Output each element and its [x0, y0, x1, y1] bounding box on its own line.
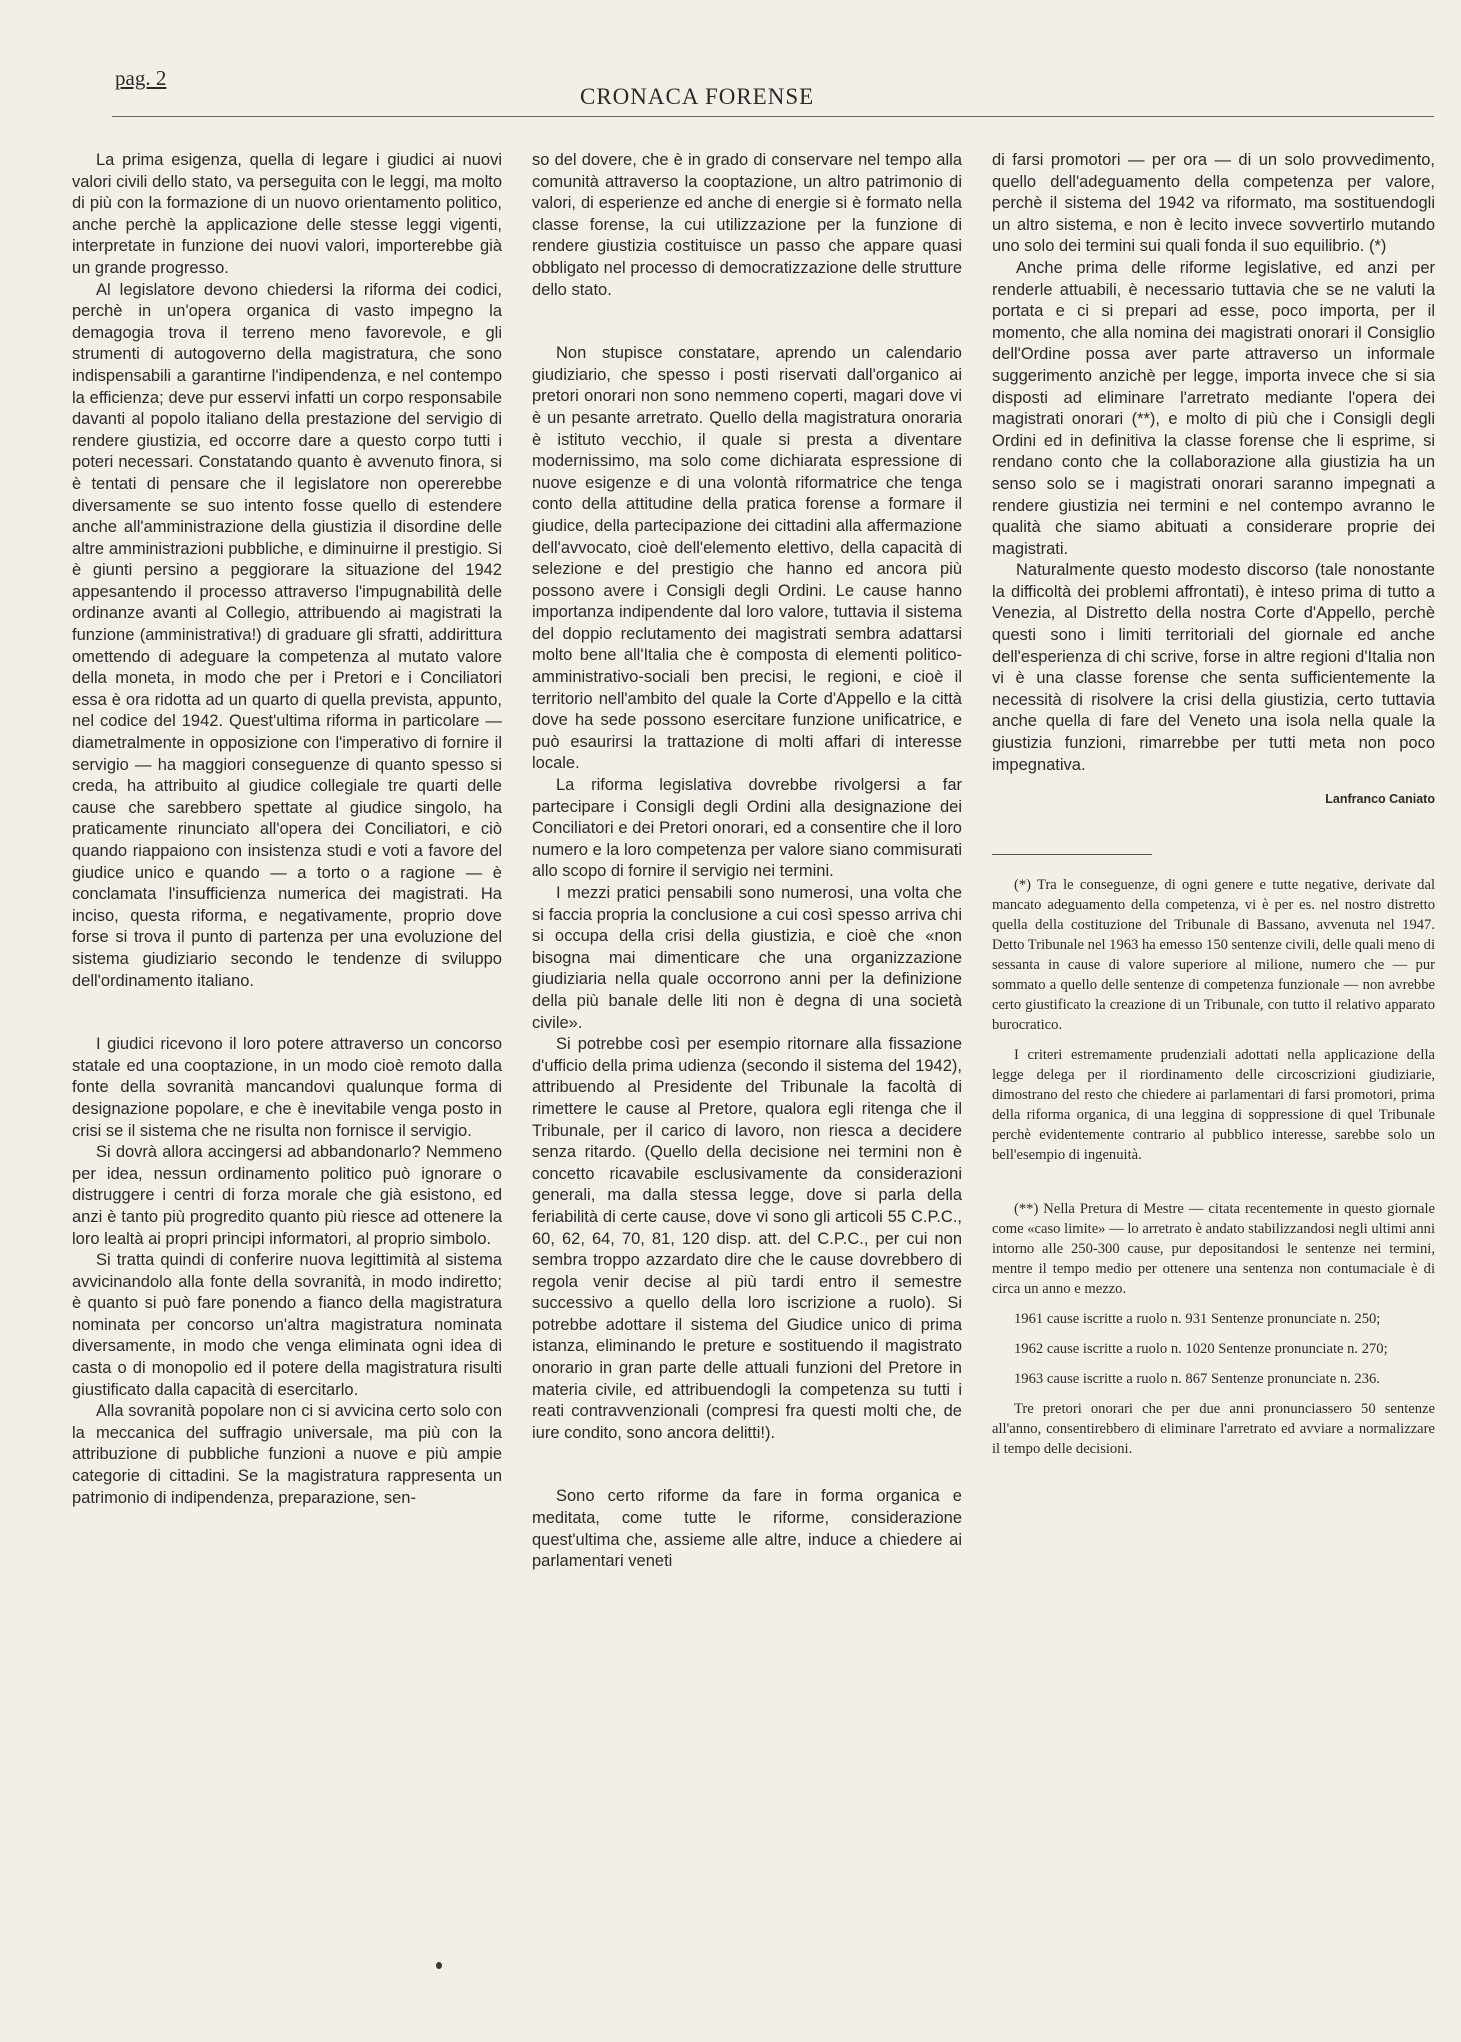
footnote-stat: 1961 cause iscritte a ruolo n. 931 Sentenze pronunciate n. 250;	[1014, 1311, 1381, 1328]
paragraph: Al legislatore devono chiedersi la riforma dei codici, perchè in un'opera organica di vasto impegno la demagogia trova il terreno meno favorevole, e gli strumenti di autogoverno della magistratura, che sono indispensabili a garantirne l'indipendenza, e nel contempo la efficienza; deve pur esservi infatti un corpo responsabile davanti al popolo italiano della prestazione del servigio di rendere giustizia, ed occorre dare a questo corpo tutti i poteri necessari. Constatando quanto è avvenuto finora, si è tentati di pensare che il legislatore non opererebbe diversamente se suo intento fosse quello di estendere anche all'amministrazione della giustizia il disordine delle altre amministrazioni pubbliche, e diminuirne il prestigio. Si è giunti persino a peggiorare la situazione del 1942 appesantendo il processo attraverso l'impugnabilità delle ordinanze avanti al Collegio, attribuendo ai magistrati la funzione (amministrativa!) di graduare gli sfratti, addirittura omettendo di adeguare la competenza al mutato valore della moneta, in modo che per i Pretori e i Conciliatori essa è ora ridotta ad un quarto di quella prevista, appunto, nel codice del 1942. Quest'ultima riforma in particolare — diametralmente in opposizione con l'imperativo di fornire il servigio — ha maggiori conseguenze di quanto spesso si creda, ha attribuito al giudice collegiale tre quarti delle cause che sarebbero spettate al giudice singolo, ha praticamente rinunciato all'opera dei Conciliatori, e ciò quando riappaiono con insistenza studi e voti a favore del giudice unico e quando — a torto o a ragione — è conclamata l'insufficienza numerica dei magistrati. Ha inciso, questa riforma, e negativamente, proprio dove forse si trova il punto di partenza per una evoluzione del sistema giudiziario secondo le tendenze di sviluppo dell'ordinamento italiano.	[72, 280, 502, 990]
footnote-rule	[992, 854, 1152, 855]
page-number: pag. 2	[115, 66, 167, 90]
publication-title: CRONACA FORENSE	[580, 84, 815, 109]
column-3	[992, 150, 1435, 1469]
header-rule	[112, 116, 1434, 117]
paragraph: Si dovrà allora accingersi ad abbandonarlo? Nemmeno per idea, nessun ordinamento politico può ignorare o distruggere i centri di forza morale che già esistono, ed anzi è tanto più progredito quanto più riesce ad ottenere la loro lealtà ai propri principi informatori, al proprio simbolo.	[72, 1143, 502, 1248]
paragraph: Naturalmente questo modesto discorso (tale nonostante la difficoltà dei problemi affrontati), è inteso prima di tutto a Venezia, al Distretto della nostra Corte d'Appello, perchè questi sono i limiti territoriali del giornale ed anche dell'esperienza di chi scrive, forse in altre regioni d'Italia non vi è una classe forense che senta sufficientemente la necessità di risolvere la crisi della giustizia, certo tuttavia anche quella di fare del Veneto una isola nella quale la giustizia funzioni, rimarrebbe per tutti meta non poco impegnativa.	[992, 561, 1435, 774]
paragraph: La riforma legislativa dovrebbe rivolgersi a far partecipare i Consigli degli Ordini alla designazione dei Conciliatori e dei Pretori onorari, ed a consentire che il loro numero e la loro competenza per valore siano commisurati allo scopo di fornire il servigio nei termini.	[532, 776, 962, 881]
footnote: (**) Nella Pretura di Mestre — citata recentemente in questo giornale come «caso limite» — lo arretrato è andato stabilizzandosi negli ultimi anni intorno alle 250-300 cause, pur depositandosi le sentenze nei termini, mentre il tempo medio per ottenere una sentenza non contumaciale è di circa un anno e mezzo.	[992, 1201, 1435, 1298]
footnotes	[992, 875, 1435, 1459]
footnote: Tre pretori onorari che per due anni pronunciassero 50 sentenze all'anno, consentirebbero di eliminare l'arretrato ed avviare a normalizzare il tempo delle decisioni.	[992, 1401, 1435, 1458]
author-signature: Lanfranco Caniato	[1325, 792, 1435, 807]
column-1	[72, 150, 502, 1509]
paragraph: Alla sovranità popolare non ci si avvicina certo solo con la meccanica del suffragio universale, ma più con la attribuzione di pubbliche funzioni a nuove e più ampie categorie di cittadini. Se la magistratura rappresenta un patrimonio di indipendenza, preparazione, sen-	[72, 1402, 502, 1507]
column-2	[532, 150, 962, 1573]
footnote-stat: 1963 cause iscritte a ruolo n. 867 Sentenze pronunciate n. 236.	[1014, 1371, 1380, 1388]
paragraph: Si tratta quindi di conferire nuova legittimità al sistema avvicinandolo alla fonte della sovranità, in modo indiretto; è quanto si può fare ponendo a fianco della magistratura nominata per concorso un'altra magistratura nominata diversamente, in modo che venga eliminata ogni idea di casta o di monopolio ed il potere della magistratura risulti giustificato dalla capacità di esercitarlo.	[72, 1251, 502, 1399]
paragraph: I giudici ricevono il loro potere attraverso un concorso statale ed una cooptazione, in un modo cioè remoto dalla fonte della sovranità mancandovi qualunque forma di designazione popolare, e che è inevitabile venga posto in crisi se il sistema che ne risulta non fornisce il servigio.	[72, 1035, 502, 1140]
footnote-stat: 1962 cause iscritte a ruolo n. 1020 Sentenze pronunciate n. 270;	[1014, 1341, 1388, 1358]
paragraph: so del dovere, che è in grado di conservare nel tempo alla comunità attraverso la cooptazione, un altro patrimonio di valori, di esperienze ed anche di energie si è formato nella classe forense, la cui utilizzazione per la funzione di rendere giustizia costituisce un passo che appare quasi obbligato nel processo di democratizzazione delle strutture dello stato.	[532, 151, 962, 299]
paragraph: Non stupisce constatare, aprendo un calendario giudiziario, che spesso i posti riservati dall'organico ai pretori onorari non sono nemmeno coperti, magari dove vi è un pesante arretrato. Quello della magistratura onoraria è istituto vecchio, il quale si presta a diventare modernissimo, ma solo come dichiarata espressione di nuove esigenze e di una volontà riformatrice che tenga conto della attitudine della pratica forense a formare il giudice, della partecipazione dei cittadini alla affermazione dell'avvocato, cioè dell'elemento elettivo, della capacità di selezione e del prestigio che hanno ed ancora più possono avere i Consigli degli Ordini. Le cause hanno importanza indipendente dal loro valore, tuttavia il sistema del doppio reclutamento dei magistrati sembra adattarsi molto bene all'Italia che è composta di elementi politico-amministrativo-sociali ben precisi, le regioni, e cioè il territorio nell'ambito del quale la Corte d'Appello e la città dove ha sede possono esercitare funzione unificatrice, e può esaurirsi la trattazione di molti affari di interesse locale.	[532, 344, 962, 773]
paragraph: Sono certo riforme da fare in forma organica e meditata, come tutte le riforme, considerazione quest'ultima che, assieme alle altre, induce a chiedere ai parlamentari veneti	[532, 1487, 962, 1571]
paragraph: I mezzi pratici pensabili sono numerosi, una volta che si faccia propria la conclusione a cui così spesso arriva chi si occupa della crisi della giustizia, e cioè che «non bisogna mai dimenticare che una organizzazione giudiziaria nella quale occorrono anni per la definizione della più banale delle liti non è degna di una società civile».	[532, 884, 962, 1032]
ink-dot	[436, 1962, 442, 1969]
paragraph: Anche prima delle riforme legislative, ed anzi per renderle attuabili, è necessario tuttavia che se ne valuti la portata e ci si prepari ad esse, poco importa, per il momento, che alla nomina dei magistrati onorari il Consiglio dell'Ordine possa aver parte attraverso un informale suggerimento anzichè per legge, importa invece che si sia disposti ad eliminare l'arretrato mediante l'opera dei magistrati onorari (**), e molto di più che i Consigli degli Ordini ed in definitiva la classe forense che li esprime, si rendano conto che la collaborazione alla giustizia ha un senso solo se i magistrati onorari saranno impegnati a rendere giustizia nei termini e nel contempo avranno le qualità che siamo abituati a considerare proprie dei magistrati.	[992, 258, 1435, 558]
footnote: (*) Tra le conseguenze, di ogni genere e tutte negative, derivate dal mancato adeguamento della competenza, vi è per es. nel nostro distretto quella della costituzione del Tribunale di Bassano, avvenuta nel 1947. Detto Tribunale nel 1963 ha emesso 150 sentenze civili, delle quali meno di sessanta in cause di valore superiore al milione, numero che — pur sommato a quello delle sentenze di competenza funzionale — non avrebbe certo giustificato la creazione di un Tribunale, con tutto il relativo apparato burocratico.	[992, 877, 1435, 1034]
paragraph: di farsi promotori — per ora — di un solo provvedimento, quello dell'adeguamento della competenza per valore, perchè il sistema del 1942 va riformato, ma sostituendogli un altro sistema, e non è lecito invece sovvertirlo mutando uno solo dei termini sui quali fonda il suo equilibrio. (*)	[992, 151, 1435, 256]
paragraph: Si potrebbe così per esempio ritornare alla fissazione d'ufficio della prima udienza (secondo il sistema del 1942), attribuendo al Presidente del Tribunale la facoltà di rimettere le cause al Pretore, qualora egli ritenga che il Tribunale, per il carico di lavoro, non riesca a decidere senza ritardo. (Quello della decisione nei termini non è concetto ricavabile esclusivamente da considerazioni generali, ma dalla stessa legge, dove si parla della feriabilità di certe cause, dove vi sono gli articoli 55 C.P.C., 60, 62, 64, 70, 81, 120 disp. att. del C.P.C., per cui non sembra troppo azzardato dire che le cause dovrebbero di regola venir decise al più tardi entro il semestre successivo a quello della loro iscrizione a ruolo). Si potrebbe adottare il sistema del Giudice unico di prima istanza, eliminando le preture e sostituendo il magistrato onorario in gran parte delle attuali funzioni del Pretore in materia civile, ed attribuendogli la competenza su tutti i reati contravvenzionali (compresi fra questi molti che, de iure condito, sono ancora delitti!).	[532, 1035, 962, 1442]
paragraph: La prima esigenza, quella di legare i giudici ai nuovi valori civili dello stato, va perseguita con le leggi, ma molto di più con la formazione di un nuovo orientamento politico, anche perchè la applicazione delle stesse leggi vigenti, interpretate in funzione dei nuovi valori, importerebbe già un grande progresso.	[72, 151, 502, 277]
footnote: I criteri estremamente prudenziali adottati nella applicazione della legge delega per il riordinamento delle circoscrizioni giudiziarie, dimostrano del resto che chiedere ai parlamentari di farsi promotori, prima della riforma organica, di una leggina di soppressione di quel Tribunale perchè evidentemente contrario al pubblico interesse, sarebbe solo un bell'esempio di ingenuità.	[992, 1047, 1435, 1164]
